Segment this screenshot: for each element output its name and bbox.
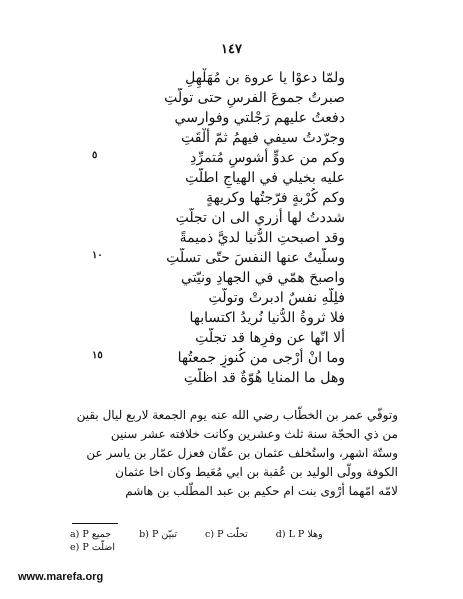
verse: عليه بخيلي في الهياجِ اطلّتِ bbox=[185, 170, 345, 186]
line-number: ٥ bbox=[92, 150, 98, 161]
footnote-source: P bbox=[151, 529, 159, 540]
footnote-source: L P bbox=[288, 529, 305, 540]
watermark-link[interactable]: www.marefa.org bbox=[18, 571, 104, 583]
verse: فلِلّهِ نفسٌ ادبرتْ وتولّتِ bbox=[208, 290, 345, 306]
prose-paragraph bbox=[68, 406, 398, 501]
verse: وجرّدتُ سيفي فيهمُ ثمّ ألْقَتِ bbox=[181, 130, 345, 146]
poem bbox=[120, 68, 345, 388]
footnote-text: وهلا bbox=[307, 529, 323, 540]
page-number: ١٤٧ bbox=[221, 42, 242, 57]
footnote-text: تحلّت bbox=[226, 529, 248, 540]
prose-line: وتوفّي عمر بن الخطّاب رضي الله عنه يوم الجمعة لاربع ليال بقين bbox=[76, 408, 398, 422]
footnote-mark: b) bbox=[139, 529, 149, 540]
footnote bbox=[70, 541, 115, 554]
footnote-text: تبيّن bbox=[161, 529, 178, 540]
prose-line: الكوفة وولّى الوليد بن عُقبة بن ابي مُعَيط وكان اخا عثمان bbox=[115, 465, 398, 479]
footnote-mark: c) bbox=[205, 529, 215, 540]
verse: فلا ثروةُ الدُّنيا نُريدُ اكتسابها bbox=[189, 310, 345, 326]
verse: وما انْ أرْجى من كُنوزٍ جمعتُها bbox=[177, 350, 345, 366]
footnote bbox=[276, 528, 323, 541]
verse: ألا انّها عن وفرِها قد تجلّتِ bbox=[195, 330, 345, 346]
footnote bbox=[70, 528, 111, 541]
footnote bbox=[205, 528, 248, 541]
verse: واصبحَ همّي في الجهادِ ونيّتي bbox=[180, 270, 345, 286]
footnotes bbox=[70, 528, 410, 554]
line-number: ١٠ bbox=[92, 250, 103, 261]
verse: وكم كُرْبةٍ فرّجتُها وكريهةٍ bbox=[206, 190, 345, 206]
footnote-mark: e) bbox=[70, 542, 80, 553]
verse: وهل ما المنايا هُوّةٌ قد اظلّتِ bbox=[183, 370, 345, 386]
verse: وكم من عدوٍّ أشوسٍ مُتمرِّدِ bbox=[190, 150, 345, 166]
verse: دفعتُ عليهم رَجْلتي وفوارسي bbox=[174, 110, 345, 126]
prose-line: من ذي الحجّة سنة ثلث وعشرين وكانت خلافته عشر سنين bbox=[110, 427, 398, 441]
prose-line: لامّه امّهما أرْوى بنت ام حكيم بن عبد المطّلب بن هاشم bbox=[125, 484, 398, 498]
verse: وسلّيتُ عنها النفسَ حتّى تسلّتِ bbox=[166, 250, 345, 266]
footnote bbox=[139, 528, 177, 541]
footnote-text: جميع bbox=[91, 529, 112, 540]
footnote-source: P bbox=[82, 529, 89, 540]
verse: ولمّا دعوْا يا عروة بن مُهَلْهِلِ bbox=[185, 70, 345, 86]
verse: صبرتُ جموعَ الفرسِ حتى تولّتِ bbox=[164, 90, 345, 106]
footnote-text: اضلّت bbox=[91, 542, 115, 553]
footnote-mark: a) bbox=[70, 529, 80, 540]
footnote-divider bbox=[72, 523, 118, 524]
prose-line: وستّة اشهر، واستُخلف عثمان بن عفّان فعزل عمّار بن ياسر عن bbox=[86, 446, 398, 460]
verse: وقد اصبحتِ الدُّنيا لديَّ ذميمةً bbox=[179, 230, 345, 246]
footnote-source: P bbox=[217, 529, 224, 540]
footnote-mark: d) bbox=[275, 529, 286, 540]
verse: شددتُ لها أزري الى ان تجلّتِ bbox=[175, 210, 345, 226]
line-number: ١٥ bbox=[92, 350, 103, 361]
footnote-source: P bbox=[82, 542, 89, 553]
